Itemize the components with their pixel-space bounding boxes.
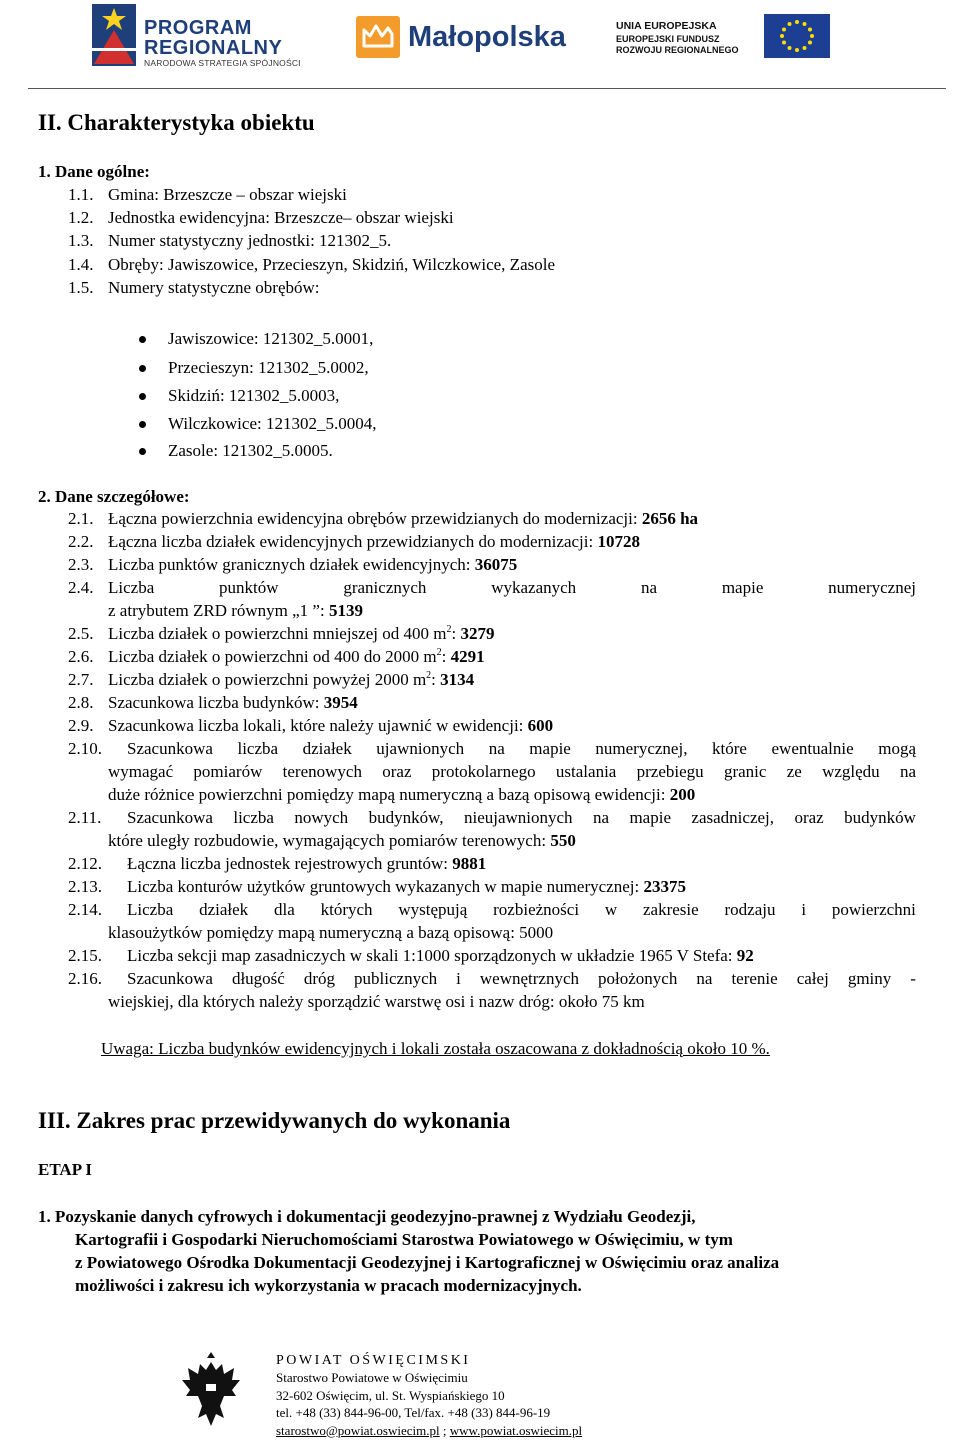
header-divider [28,88,946,89]
detail-2-4-num: 2.4. [68,578,94,597]
general-heading: 1. Dane ogólne: [38,162,150,181]
region-name: Małopolska [408,21,566,53]
stage-label: ETAP I [38,1160,93,1179]
word: nieujawnionych [463,808,573,827]
eu-line1: UNIA EUROPEJSKA [616,20,717,32]
detail-2-2-num: 2.2. [68,532,94,551]
word: na [696,969,713,988]
stage-item-1-line1: 1. Pozyskanie danych cyfrowych i dokumentacji geodezyjno-prawnej z Wydziału Geodezji, [38,1207,696,1226]
footer-org: POWIAT OŚWIĘCIMSKI [276,1353,471,1368]
malopolska-emblem-icon [356,16,400,58]
word: Szacunkowa [127,969,213,988]
superscript: 2 [446,624,452,635]
detail-2-6-value: 4291 [450,647,485,666]
detail-2-3-text: Liczba punktów granicznych działek ewidencyjnych: [108,555,475,574]
detail-2-16-line2: wiejskiej, dla których należy sporządzić warstwę osi i nazw dróg: około 75 km [108,992,645,1011]
word: przebiegu [636,762,704,781]
word: zasadniczej, [691,808,775,827]
stage-item-1-line4: możliwości i zakresu ich wykorzystania w pracach modernizacyjnych. [75,1276,582,1295]
detail-2-14-num: 2.14. [68,900,102,919]
word: których [320,900,373,919]
detail-2-10-line2 [108,762,916,782]
estimate-note: Uwaga: Liczba budynków ewidencyjnych i lokali została oszacowana z dokładnością około 10 %. [101,1039,770,1058]
detail-2-9-value: 600 [527,716,554,735]
word: oraz [794,808,824,827]
program-line2: REGIONALNY [144,37,283,59]
detail-2-3-num: 2.3. [68,555,94,574]
word: względu [822,762,880,781]
word: i [801,900,807,919]
detail-2-6-num: 2.6. [68,647,94,666]
word: Liczba [127,900,174,919]
detail-2-11-line1 [127,808,916,828]
detail-2-7 [108,670,474,690]
word: mapie [529,739,571,758]
bullet-icon [139,393,146,400]
word: na [592,808,610,827]
detail-heading: 2. Dane szczegółowe: [38,487,190,506]
bullet-icon [139,421,146,428]
detail-2-10-text: duże różnice powierzchni pomiędzy mapą numeryczną a bazą opisową ewidencji: [108,785,670,804]
precinct-5: Zasole: 121302_5.0005. [168,441,333,460]
word: liczba [233,808,274,827]
word: działek [199,900,249,919]
detail-2-4-text: z atrybutem ZRD równym „1 ”: [108,601,329,620]
word: mapie [629,808,671,827]
detail-2-9-num: 2.9. [68,716,94,735]
detail-2-11-num: 2.11. [68,808,102,827]
word: nowych [294,808,349,827]
word: terenowych [282,762,362,781]
word: granic [723,762,767,781]
general-item-3: Numer statystyczny jednostki: 121302_5. [108,231,392,250]
word: długość [231,969,285,988]
bullet-icon [139,365,146,372]
detail-2-10-num: 2.10. [68,739,102,758]
stage-item-1-line3: z Powiatowego Ośrodka Dokumentacji Geodezyjnej i Kartograficznej w Oświęcimiu oraz analiza [75,1253,780,1272]
word: położonych [598,969,678,988]
detail-2-3 [108,555,517,575]
word: dla [274,900,295,919]
detail-2-12 [127,854,486,874]
word: wewnętrznych [479,969,580,988]
detail-2-10-value: 200 [669,785,696,804]
detail-2-9-text: Szacunkowa liczba lokali, które należy ujawnić w ewidencji: [108,716,528,735]
footer-contact [276,1352,582,1439]
detail-2-7-text: Liczba działek o powierzchni powyżej 2000 m [108,670,427,689]
precinct-1: Jawiszowice: 121302_5.0001, [168,329,374,348]
bullet-icon [139,336,146,343]
detail-2-10-line3 [108,785,695,805]
word: ustalania [555,762,617,781]
general-item-2: Jednostka ewidencyjna: Brzeszcze– obszar wiejski [108,208,454,227]
detail-2-12-text: Łączna liczba jednostek rejestrowych gruntów: [127,854,453,873]
word: powierzchni [831,900,916,919]
word: Liczba [108,578,155,597]
detail-2-13 [127,877,686,897]
word: ze [786,762,802,781]
word: ujawnionych [376,739,465,758]
detail-2-9 [108,716,553,736]
word: ewentualnie [771,739,854,758]
stage-item-1-line2: Kartografii i Gospodarki Nieruchomościami Starostwa Powiatowego w Oświęcimiu, w tym [75,1230,733,1249]
word: całej [796,969,829,988]
detail-2-13-value: 23375 [643,877,686,896]
detail-2-5-text: Liczba działek o powierzchni mniejszej od 400 m [108,624,447,643]
general-item-1-num: 1.1. [68,185,94,204]
colon: : [451,624,461,643]
precinct-4: Wilczkowice: 121302_5.0004, [168,414,377,433]
detail-2-16-num: 2.16. [68,969,102,988]
detail-2-7-value: 3134 [440,670,475,689]
detail-2-3-value: 36075 [474,555,518,574]
word: Szacunkowa [127,739,213,758]
word: gminy [847,969,892,988]
malopolska-logo [356,16,590,60]
word: w [604,900,618,919]
bullet-icon [139,448,146,455]
eagle-emblem-icon [180,1350,242,1430]
footer-office: Starostwo Powiatowe w Oświęcimiu [276,1370,468,1385]
word: granicznych [343,578,427,597]
detail-2-12-num: 2.12. [68,854,102,873]
eu-fund-logo [616,14,816,60]
detail-2-15-value: 92 [736,946,754,965]
footer-links [276,1422,582,1440]
detail-2-4-line1 [108,578,916,598]
word: wymagać [108,762,174,781]
section2-title: II. Charakterystyka obiektu [38,110,315,135]
detail-2-8 [108,693,358,713]
word: budynków, [368,808,444,827]
word: rodzaju [724,900,776,919]
detail-2-5-num: 2.5. [68,624,94,643]
detail-2-4-value: 5139 [328,601,363,620]
word: wykazanych [491,578,577,597]
word: protokolarnego [431,762,536,781]
detail-2-13-num: 2.13. [68,877,102,896]
detail-2-2-value: 10728 [597,532,640,551]
word: na [488,739,505,758]
program-line1: PROGRAM [144,17,252,39]
word: które [712,739,747,758]
superscript: 2 [426,670,432,681]
word: numerycznej [828,578,916,597]
program-line3: NARODOWA STRATEGIA SPÓJNOŚCI [144,58,301,68]
detail-2-1-value: 2656 ha [641,509,699,528]
eu-line2: EUROPEJSKI FUNDUSZ [616,34,720,44]
detail-2-15-text: Liczba sekcji map zasadniczych w skali 1:1000 sporządzonych w układzie 1965 V Stefa: [127,946,737,965]
word: oraz [382,762,412,781]
detail-2-15-num: 2.15. [68,946,102,965]
detail-2-8-value: 3954 [323,693,358,712]
detail-2-10-line1 [127,739,916,759]
word: publicznych [354,969,438,988]
general-item-2-num: 1.2. [68,208,94,227]
word: mogą [878,739,916,758]
word: dróg [303,969,336,988]
word: zakresie [642,900,699,919]
footer-website-link[interactable]: www.powiat.oswiecim.pl [449,1422,583,1438]
word: budynków [844,808,916,827]
word: działek [302,739,352,758]
footer-email-link[interactable]: starostwo@powiat.oswiecim.pl [276,1422,440,1438]
general-item-5-num: 1.5. [68,278,94,297]
word: liczba [237,739,279,758]
section3-title: III. Zakres prac przewidywanych do wykonania [38,1108,511,1133]
detail-2-14-line2: klasoużytków pomiędzy mapą numeryczną a bazą opisową: 5000 [108,923,554,942]
word: na [899,762,916,781]
detail-2-12-value: 9881 [452,854,487,873]
detail-2-11-value: 550 [550,831,576,850]
detail-2-2 [108,532,640,552]
word: Szacunkowa [127,808,213,827]
eu-flag-icon [764,14,830,58]
detail-2-2-text: Łączna liczba działek ewidencyjnych przewidzianych do modernizacji: [108,532,598,551]
detail-2-14-line1 [127,900,916,920]
detail-2-16-line1 [127,969,916,989]
word: pomiarów [193,762,263,781]
detail-2-1-text: Łączna powierzchnia ewidencyjna obrębów przewidzianych do modernizacji: [108,509,642,528]
general-item-3-num: 1.3. [68,231,94,250]
general-item-4-num: 1.4. [68,255,94,274]
precinct-3: Skidziń: 121302_5.0003, [168,386,340,405]
colon: : [431,670,441,689]
program-regionalny-logo [92,4,332,66]
eu-line3: ROZWOJU REGIONALNEGO [616,45,739,55]
general-item-1: Gmina: Brzeszcze – obszar wiejski [108,185,347,204]
footer-address: 32-602 Oświęcim, ul. St. Wyspiańskiego 10 [276,1387,505,1403]
word: terenie [731,969,778,988]
detail-2-5 [108,624,494,644]
word: rozbieżności [493,900,580,919]
program-regionalny-emblem-icon [92,4,136,66]
detail-2-11-line2 [108,831,576,851]
detail-2-8-num: 2.8. [68,693,94,712]
detail-2-1-num: 2.1. [68,509,94,528]
word: na [640,578,658,597]
detail-2-6-text: Liczba działek o powierzchni od 400 do 2000 m [108,647,437,666]
word: mapie [721,578,764,597]
detail-2-1 [108,509,698,529]
detail-2-6 [108,647,485,667]
word: - [910,969,916,988]
word: punktów [219,578,279,597]
word: numerycznej, [595,739,688,758]
detail-2-7-num: 2.7. [68,670,94,689]
footer-separator: ; [442,1422,447,1438]
detail-2-8-text: Szacunkowa liczba budynków: [108,693,324,712]
detail-2-13-text: Liczba konturów użytków gruntowych wykazanych w mapie numerycznej: [127,877,644,896]
colon: : [441,647,451,666]
word: i [456,969,461,988]
superscript: 2 [436,647,442,658]
detail-2-15 [127,946,754,966]
precinct-2: Przecieszyn: 121302_5.0002, [168,358,369,377]
detail-2-4-line2 [108,601,363,621]
general-item-5: Numery statystyczne obrębów: [108,278,320,297]
word: występują [398,900,468,919]
general-item-4: Obręby: Jawiszowice, Przecieszyn, Skidziń, Wilczkowice, Zasole [108,255,555,274]
footer-phone: tel. +48 (33) 844-96-00, Tel/fax. +48 (33) 844-96-19 [276,1405,551,1420]
detail-2-5-value: 3279 [460,624,495,643]
detail-2-11-text: które uległy rozbudowie, wymagających pomiarów terenowych: [108,831,551,850]
